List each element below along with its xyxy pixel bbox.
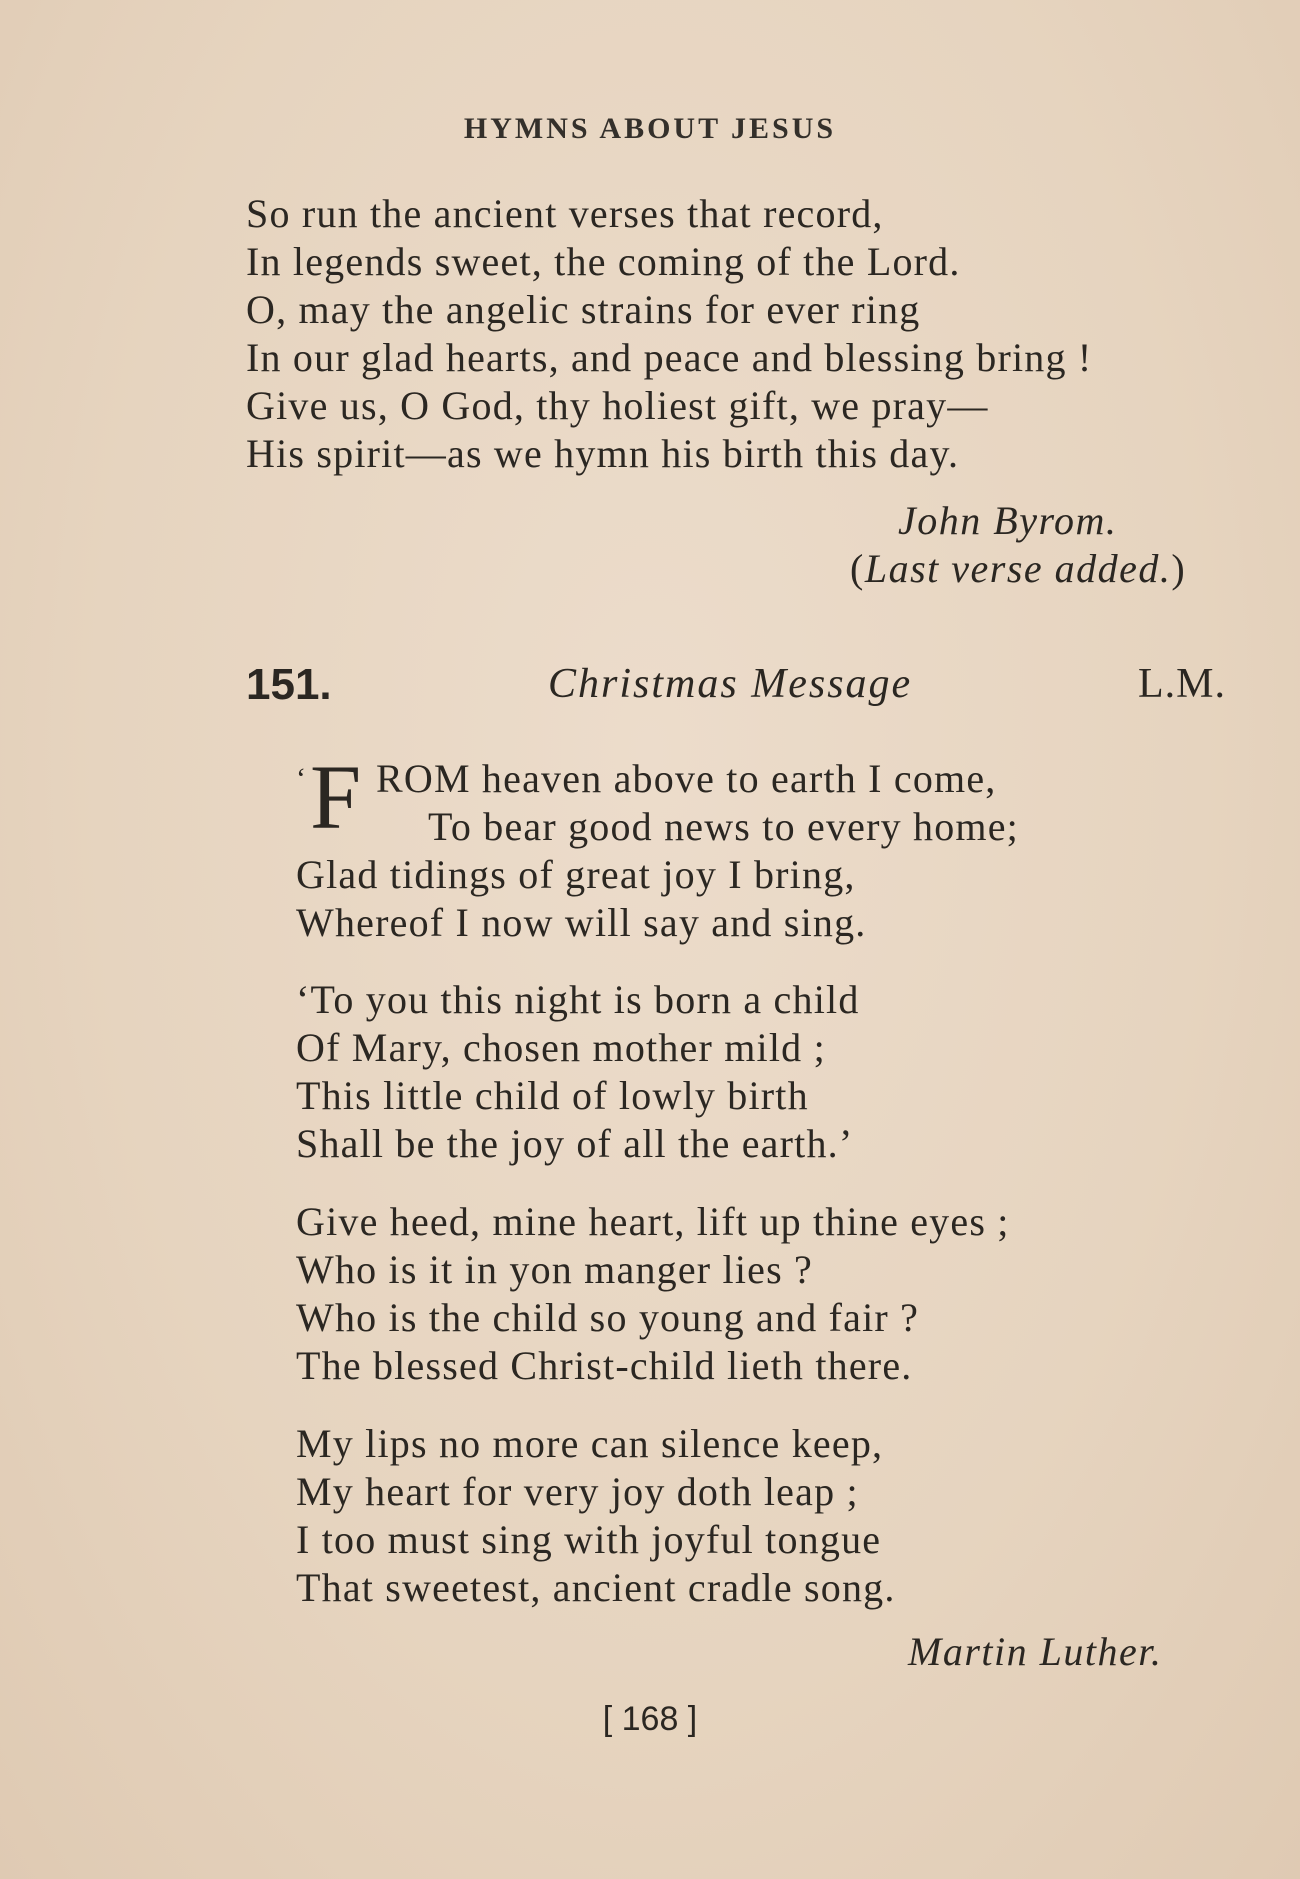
opening-quote: ‘ [296,762,308,795]
stanza-line: Who is the child so young and fair ? [296,1295,920,1340]
running-head: HYMNS ABOUT JESUS [463,112,837,145]
stanza-line: Whereof I now will say and sing. [296,900,867,945]
verse-line: Give us, O God, thy holiest gift, we pray— [246,383,989,428]
stanza-1 [296,746,1019,947]
stanza-line: I too must sing with joyful tongue [296,1517,882,1562]
stanza-line: ‘To you this night is born a child [296,977,860,1022]
verse-line: His spirit—as we hymn his birth this day. [246,431,960,476]
drop-cap: F [310,746,363,848]
stanza-3 [296,1198,1010,1390]
stanza-line: Shall be the joy of all the earth.’ [296,1121,854,1166]
stanza-line: Of Mary, chosen mother mild ; [296,1025,826,1070]
verse-line: In legends sweet, the coming of the Lord. [246,239,961,284]
stanza-line: My lips no more can silence keep, [296,1421,884,1466]
stanza-line: This little child of lowly birth [296,1073,809,1118]
verse-line: O, may the angelic strains for ever ring [246,287,921,332]
stanza-line: Who is it in yon manger lies ? [296,1247,814,1292]
verse-line: In our glad hearts, and peace and blessing bring ! [246,335,1093,380]
stanza-line: My heart for very joy doth leap ; [296,1469,859,1514]
stanza-4 [296,1420,896,1612]
stanza-line: Glad tidings of great joy I bring, [296,852,856,897]
previous-hymn-verse [246,190,1092,478]
stanza-line: To bear good news to every home; [428,804,1019,849]
previous-hymn-author: John Byrom. [898,498,1118,543]
stanza-line-rest: ROM heaven above to earth I come, [376,756,997,801]
stanza-line: The blessed Christ-child lieth there. [296,1343,913,1388]
page-number: [ 168 ] [602,1700,698,1738]
verse-line: So run the ancient verses that record, [246,191,884,236]
hymn-author: Martin Luther. [908,1629,1163,1674]
note-text: Last verse added. [864,546,1172,591]
stanza-line: Give heed, mine heart, lift up thine eyes ; [296,1199,1010,1244]
stanza-2 [296,976,860,1168]
previous-hymn-note [850,545,1186,592]
note-close-paren: ) [1171,546,1187,591]
stanza-line: That sweetest, ancient cradle song. [296,1565,896,1610]
hymn-title: Christmas Message [548,661,913,707]
hymn-header [246,660,1226,710]
hymn-number: 151. [246,660,332,709]
note-open-paren: ( [850,546,865,591]
hymn-meter: L.M. [1138,661,1226,707]
